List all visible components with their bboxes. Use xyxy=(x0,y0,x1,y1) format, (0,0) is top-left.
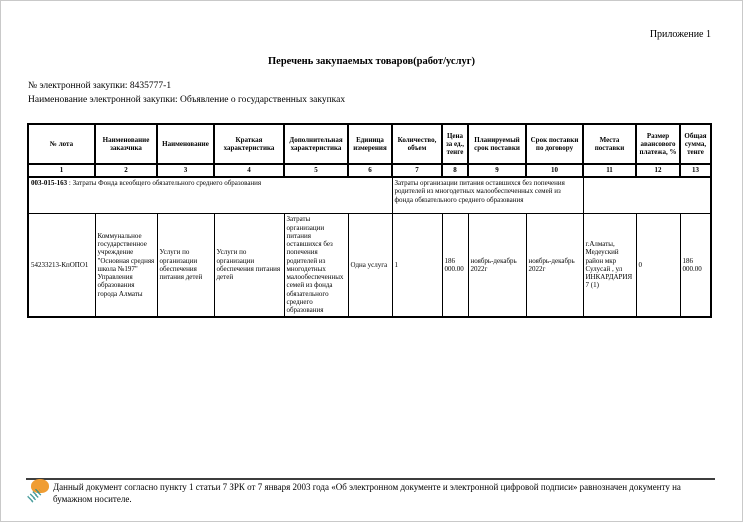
header-unit-price: Цена за ед., тенге xyxy=(442,124,468,164)
footer-divider xyxy=(26,478,715,480)
cell-customer: Коммунальное государственное учреждение "Основная средняя школа №197" Управления образования города Алматы xyxy=(95,213,157,317)
cell-planned-term: ноябрь-декабрь 2022г xyxy=(468,213,526,317)
digital-signature-stamp-icon xyxy=(28,478,52,504)
header-additional-description: Дополнительная характеристика xyxy=(284,124,348,164)
column-number-10: 10 xyxy=(526,164,583,177)
column-number-9: 9 xyxy=(468,164,526,177)
header-quantity: Количество, объем xyxy=(392,124,442,164)
section-empty-cell xyxy=(583,177,711,213)
cell-short-description: Услуги по организации обеспечения питания детей xyxy=(214,213,284,317)
header-contract-delivery-term: Срок поставки по договору xyxy=(526,124,583,164)
cell-delivery-place: г.Алматы, Медеуский район мкр Сулусай , ул ИНКАРДАРИЯ 7 (1) xyxy=(583,213,636,317)
header-planned-delivery-term: Планируемый срок поставки xyxy=(468,124,526,164)
column-number-3: 3 xyxy=(157,164,214,177)
column-number-6: 6 xyxy=(348,164,392,177)
header-customer-name: Наименование заказчика xyxy=(95,124,157,164)
column-number-13: 13 xyxy=(680,164,711,177)
table-header-row xyxy=(28,124,711,164)
header-unit: Единица измерения xyxy=(348,124,392,164)
goods-table xyxy=(27,123,712,318)
column-number-1: 1 xyxy=(28,164,95,177)
column-numbers-row xyxy=(28,164,711,177)
header-short-description: Краткая характеристика xyxy=(214,124,284,164)
footer-disclaimer: Данный документ согласно пункту 1 статьи 7 ЗРК от 7 января 2003 года «Об электронном документе и электронной цифровой подписи» равнозначен документу на бумажном носителе. xyxy=(53,482,681,504)
header-total-sum: Общая сумма, тенге xyxy=(680,124,711,164)
table-row xyxy=(28,213,711,317)
cell-lot-number: 54233213-КпОПО1 xyxy=(28,213,95,317)
column-number-7: 7 xyxy=(392,164,442,177)
section-code-suffix: : Затраты Фонда всеобщего обязательного среднего образования xyxy=(67,179,262,187)
cell-unit-price: 186 000.00 xyxy=(442,213,468,317)
column-number-5: 5 xyxy=(284,164,348,177)
cell-name: Услуги по организации обеспечения питания детей xyxy=(157,213,214,317)
cell-contract-term: ноябрь-декабрь 2022г xyxy=(526,213,583,317)
column-number-8: 8 xyxy=(442,164,468,177)
cell-quantity: 1 xyxy=(392,213,442,317)
header-lot-number: № лота xyxy=(28,124,95,164)
header-name: Наименование xyxy=(157,124,214,164)
header-advance-payment: Размер авансового платежа, % xyxy=(636,124,680,164)
section-title-cell xyxy=(28,177,392,213)
cell-total: 186 000.00 xyxy=(680,213,711,317)
annex-label: Приложение 1 xyxy=(649,29,711,40)
column-number-12: 12 xyxy=(636,164,680,177)
section-code: 003-015-163 xyxy=(31,179,68,187)
purchase-number-line: № электронной закупки: 8435777-1 xyxy=(28,81,172,91)
cell-unit: Одна услуга xyxy=(348,213,392,317)
section-row xyxy=(28,177,711,213)
header-delivery-places: Места поставки xyxy=(583,124,636,164)
page-title: Перечень закупаемых товаров(работ/услуг) xyxy=(268,56,475,67)
cell-additional-description: Затраты организации питания оставшихся без попечения родителей из многодетных малообеспеченных семей из фонда обязательного среднего образования xyxy=(284,213,348,317)
section-description-cell: Затраты организации питания оставшихся без попечения родителей из многодетных малообеспеченных семей из фонда обязательного среднего образования xyxy=(392,177,583,213)
column-number-2: 2 xyxy=(95,164,157,177)
column-number-4: 4 xyxy=(214,164,284,177)
cell-advance: 0 xyxy=(636,213,680,317)
purchase-name-line: Наименование электронной закупки: Объявление о государственных закупках xyxy=(28,95,346,105)
column-number-11: 11 xyxy=(583,164,636,177)
